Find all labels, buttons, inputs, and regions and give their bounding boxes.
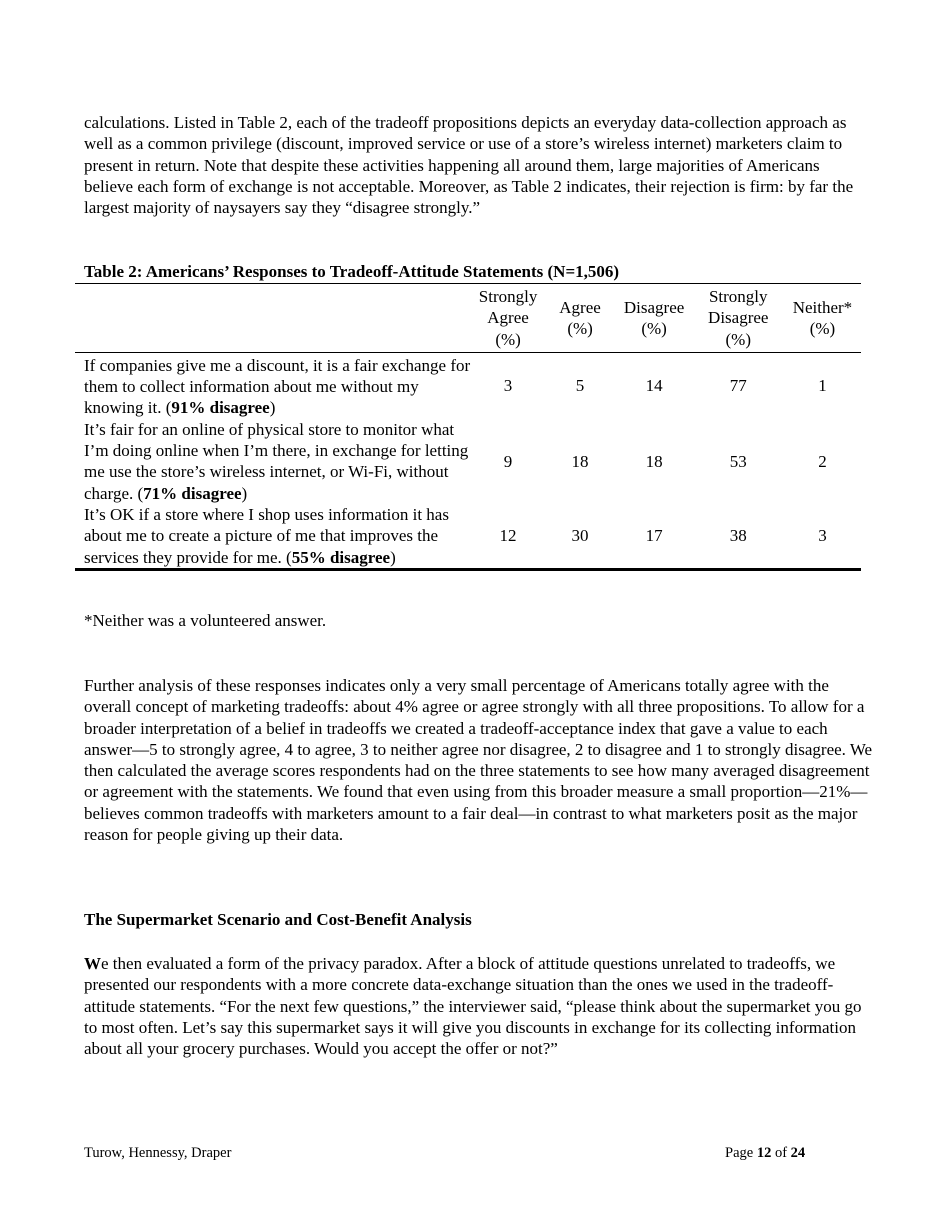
analysis-paragraph: Further analysis of these responses indicates only a very small percentage of Americans totally agree with the overall concept of marketing tradeoffs: about 4% agree or agree strongly with all three propositions. To allow for a broader interpretation of a belief in tradeoffs we created a tradeoff-acceptance index that gave a value to each answer—5 to strongly agree, 4 to agree, 3 to neither agree nor disagree, 2 to disagree and 1 to strongly disagree. We then calculated the average scores respondents had on the three statements to see how many averaged disagreement or agreement with the statements. We found that even using from this broader measure a small proportion—21%—believes common tradeoffs with marketers amount to a fair deal—in contrast to what marketers posit as the major reason for people giving up their data. — [84, 676, 873, 845]
header-disagree: Disagree (%) — [623, 297, 685, 338]
cell-strongly-disagree: 38 — [729, 526, 747, 546]
footer-page-number: Page 12 of 24 — [725, 1145, 806, 1161]
row-statement: If companies give me a discount, it is a fair exchange for them to collect information about me without my knowing it. (91% disagree) — [84, 355, 471, 418]
cell-disagree: 18 — [645, 451, 663, 471]
cell-strongly-disagree: 53 — [729, 451, 747, 471]
tradeoff-table — [75, 283, 861, 571]
cell-neither: 3 — [818, 526, 827, 546]
cell-strongly-agree: 3 — [503, 376, 513, 396]
cell-strongly-disagree: 77 — [729, 376, 747, 396]
table-row — [75, 419, 861, 504]
header-agree: Agree (%) — [559, 297, 601, 338]
intro-paragraph: calculations. Listed in Table 2, each of the tradeoff propositions depicts an everyday data-collection approach as well as a common privilege (discount, improved service or use of a store’s wireless internet) marketers claim to present in return. Note that despite these activities happening all around them, large majorities of Americans believe each form of exchange is not acceptable. Moreover, as Table 2 indicates, their rejection is firm: by far the largest majority of naysayers say they “disagree strongly.” — [84, 113, 854, 218]
table-row — [75, 504, 861, 569]
table-title: Table 2: Americans’ Responses to Tradeoff-Attitude Statements (N=1,506) — [84, 262, 620, 281]
header-neither: Neither* (%) — [792, 297, 853, 338]
cell-neither: 2 — [818, 451, 827, 471]
table-header-blank — [75, 284, 472, 353]
supermarket-paragraph-text: e then evaluated a form of the privacy paradox. After a block of attitude questions unrelated to tradeoffs, we presented our respondents with a more concrete data-exchange situation than the ones we used in the tradeoff-attitude statements. “For the next few questions,” the interviewer said, “please think about the supermarket you go to most often. Let’s say this supermarket says it will give you discounts in exchange for its collecting information about all your grocery purchases. Would you accept the offer or not?” — [84, 954, 862, 1059]
row-statement: It’s fair for an online of physical store to monitor what I’m doing online when I’m there, in exchange for letting me use the store’s wireless internet, or Wi-Fi, without charge. (71% disagree) — [84, 419, 469, 503]
cell-agree: 5 — [575, 376, 585, 396]
cell-strongly-agree: 9 — [503, 451, 513, 471]
drop-initial: W — [84, 954, 101, 973]
header-strongly-agree: Strongly Agree (%) — [478, 287, 538, 349]
table-footnote: *Neither was a volunteered answer. — [84, 611, 327, 630]
header-strongly-disagree: Strongly Disagree (%) — [708, 287, 769, 349]
section-heading: The Supermarket Scenario and Cost-Benefit Analysis — [84, 910, 472, 929]
cell-agree: 18 — [571, 451, 589, 471]
footer-authors: Turow, Hennessy, Draper — [84, 1145, 232, 1161]
cell-disagree: 14 — [645, 376, 663, 396]
cell-neither: 1 — [818, 376, 827, 396]
supermarket-paragraph — [84, 953, 874, 1059]
row-statement: It’s OK if a store where I shop uses information it has about me to create a picture of me that improves the services they provide for me. (55% disagree) — [84, 504, 449, 567]
table-header-row — [75, 284, 861, 353]
table-row — [75, 352, 861, 418]
cell-strongly-agree: 12 — [499, 526, 517, 546]
cell-agree: 30 — [571, 526, 589, 546]
cell-disagree: 17 — [645, 526, 663, 546]
